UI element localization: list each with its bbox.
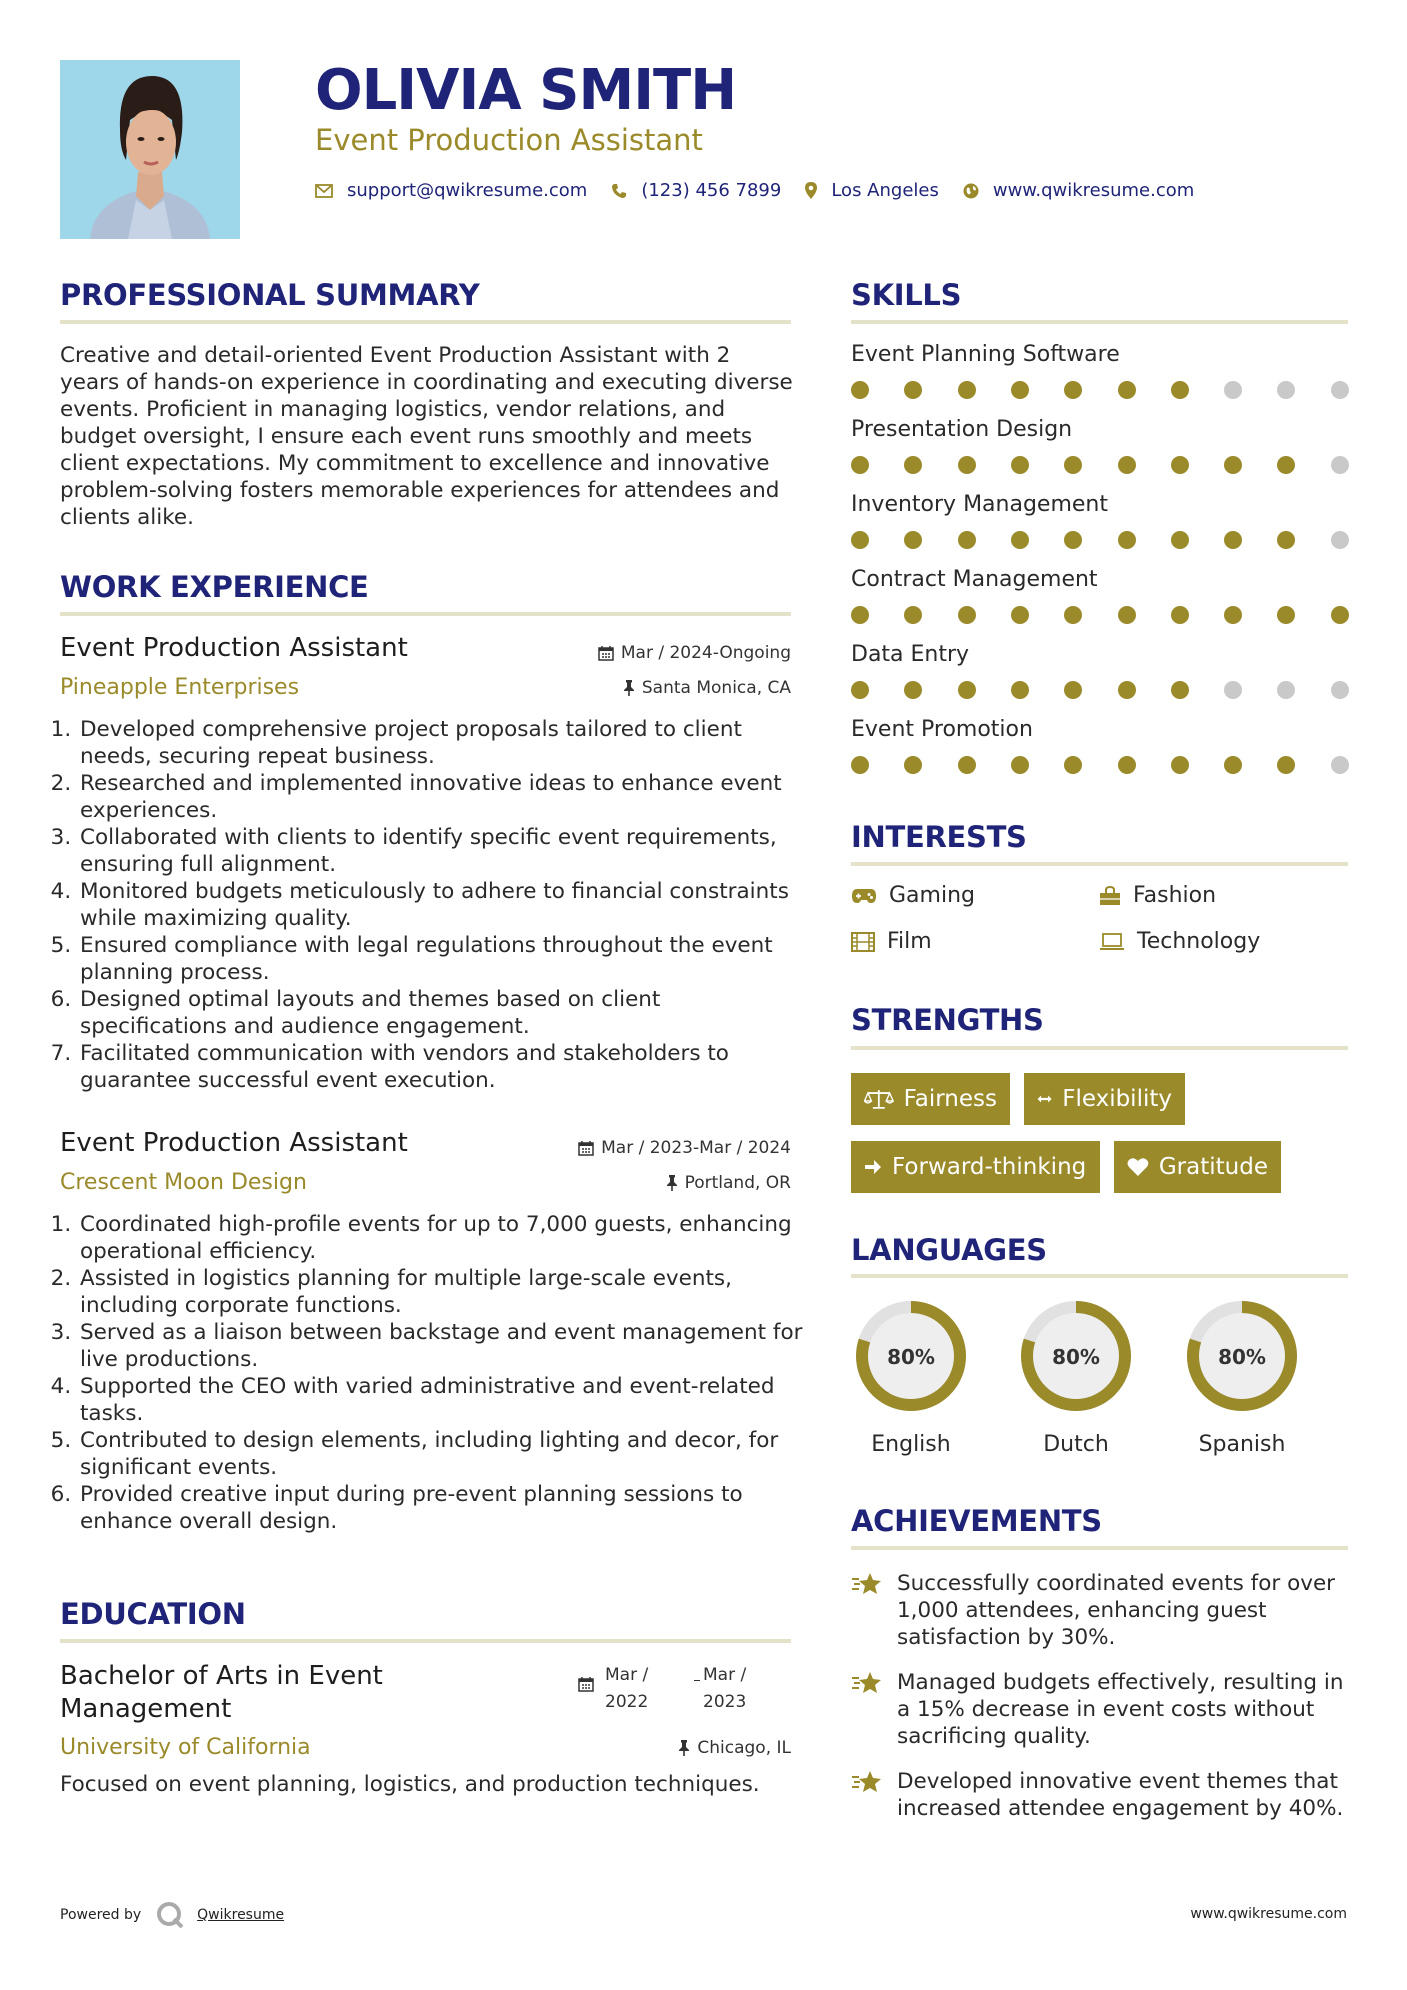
languages-rule [851,1274,1348,1278]
contact-location: Los Angeles [831,180,939,201]
achievement-item [851,1669,1361,1750]
date-separator [694,1680,700,1681]
rating-dot [1064,681,1082,699]
summary-text: Creative and detail-oriented Event Production Assistant with 2 years of hands-on experience in coordinating and executing diverse events. Proficient in managing logistics, vendor relations, and budget oversight, I ensure each event runs smoothly and meets client expectations. My commitment to excellence and innovative problem-solving fosters memorable experiences for attendees and clients alike. [60,343,793,530]
rating-dot [1118,456,1136,474]
arrows-horizontal-icon [1037,1092,1052,1106]
summary-heading: PROFESSIONAL SUMMARY [60,278,480,312]
language-gauge-2 [1172,1294,1312,1428]
education-start [605,1662,648,1716]
rating-dot [851,456,869,474]
list-item: 5. Ensured compliance with legal regulations throughout the event planning process. [78,932,803,986]
language-percent: 80% [887,1345,935,1369]
achievements-heading: ACHIEVEMENTS [851,1504,1102,1538]
rating-dot [1331,381,1349,399]
strength-flexibility [1024,1073,1185,1125]
rating-dot [1011,756,1029,774]
rating-dot [1331,756,1349,774]
skill-rating-4 [851,681,1351,701]
education-end-month: Mar / [703,1665,747,1685]
interest-label: Technology [1137,929,1261,954]
list-item: 4. Monitored budgets meticulously to adhere to financial constraints while maximizing quality. [78,878,803,932]
rating-dot [1011,606,1029,624]
footer-website[interactable]: www.qwikresume.com [1190,1906,1347,1922]
contact-email[interactable]: support@qwikresume.com [347,180,588,201]
skill-rating-0 [851,381,1351,401]
interest-film [851,929,932,954]
list-item: 4. Supported the CEO with varied administrative and event-related tasks. [78,1373,803,1427]
skill-rating-3 [851,606,1351,626]
job-1-location [623,678,791,698]
interests-rule [851,862,1348,866]
strengths-heading: STRENGTHS [851,1003,1044,1037]
achievement-text: Managed budgets effectively, resulting in a 15% decrease in event costs without sacrificing quality. [897,1670,1344,1749]
pin-icon [666,1175,678,1191]
list-item: 1. Coordinated high-profile events for up to 7,000 guests, enhancing operational efficiency. [78,1211,803,1265]
candidate-name: OLIVIA SMITH [315,58,737,123]
skill-name-5: Event Promotion [851,717,1033,742]
rating-dot [904,531,922,549]
heart-icon [1127,1157,1149,1177]
rating-dot [1277,381,1295,399]
contact-phone[interactable]: (123) 456 7899 [641,180,782,201]
achievement-text: Developed innovative event themes that increased attendee engagement by 40%. [897,1769,1344,1821]
skill-rating-2 [851,531,1351,551]
list-item: 3. Served as a liaison between backstage and event management for live productions. [78,1319,803,1373]
education-end [703,1662,746,1716]
rating-dot [1277,756,1295,774]
languages-heading: LANGUAGES [851,1233,1047,1267]
star-icon [851,1572,883,1596]
skill-rating-1 [851,456,1351,476]
education-start-month: Mar / [605,1665,649,1685]
rating-dot [904,606,922,624]
footer-brand-link[interactable]: Qwikresume [197,1907,285,1923]
achievements-rule [851,1546,1348,1550]
education-end-year: 2023 [703,1692,747,1712]
education-location-text: Chicago, IL [697,1738,791,1758]
job-1-location-text: Santa Monica, CA [641,678,791,698]
job-2-location-text: Portland, OR [684,1173,791,1193]
globe-icon [963,183,979,199]
list-item: 6. Designed optimal layouts and themes based on client specifications and audience engagement. [78,986,803,1040]
education-location [678,1738,791,1758]
rating-dot [1224,531,1242,549]
phone-icon [611,183,627,199]
degree-title: Bachelor of Arts in Event Management [60,1661,383,1724]
rating-dot [1064,456,1082,474]
balance-scale-icon [864,1088,894,1110]
interests-heading: INTERESTS [851,820,1027,854]
strength-label: Fairness [903,1086,997,1112]
star-icon [851,1770,883,1794]
achievement-text: Successfully coordinated events for over 1,000 attendees, enhancing guest satisfaction by 30%. [897,1571,1336,1650]
language-name: English [871,1432,951,1457]
rating-dot [958,456,976,474]
rating-dot [1118,756,1136,774]
job-2-company: Crescent Moon Design [60,1170,307,1195]
rating-dot [1277,606,1295,624]
list-item: 3. Collaborated with clients to identify specific event requirements, ensuring full alignment. [78,824,803,878]
education-heading: EDUCATION [60,1597,246,1631]
contact-website[interactable]: www.qwikresume.com [992,180,1195,201]
interest-gaming [851,883,975,908]
skills-heading: SKILLS [851,278,962,312]
strength-label: Gratitude [1158,1154,1268,1180]
rating-dot [1118,681,1136,699]
experience-heading: WORK EXPERIENCE [60,570,369,604]
rating-dot [1331,531,1349,549]
language-name: Spanish [1198,1432,1286,1457]
rating-dot [1224,681,1242,699]
rating-dot [1171,606,1189,624]
job-2-bullets [60,1211,803,1535]
skills-rule [851,320,1348,324]
list-item: 2. Assisted in logistics planning for multiple large-scale events, including corporate functions. [78,1265,803,1319]
job-2-location [666,1173,791,1193]
rating-dot [1064,381,1082,399]
rating-dot [1011,456,1029,474]
education-rule [60,1639,791,1643]
rating-dot [1064,606,1082,624]
rating-dot [851,381,869,399]
strength-label: Forward-thinking [892,1154,1087,1180]
language-gauge-0 [841,1294,981,1428]
list-item: 1. Developed comprehensive project proposals tailored to client needs, securing repeat business. [78,716,803,770]
rating-dot [958,681,976,699]
interest-label: Film [887,929,932,954]
pin-icon [623,680,635,696]
job-1-dates [598,643,791,663]
rating-dot [904,381,922,399]
rating-dot [1011,531,1029,549]
rating-dot [1118,531,1136,549]
school-name: University of California [60,1735,311,1760]
profile-photo [60,60,240,239]
candidate-title: Event Production Assistant [315,123,703,157]
list-item: 6. Provided creative input during pre-event planning sessions to enhance overall design. [78,1481,803,1535]
interest-label: Gaming [889,883,975,908]
rating-dot [851,531,869,549]
arrow-right-icon [864,1158,882,1176]
gamepad-icon [851,888,877,904]
rating-dot [1224,381,1242,399]
strength-gratitude [1114,1141,1281,1193]
rating-dot [1011,381,1029,399]
rating-dot [904,681,922,699]
strength-fairness [851,1073,1010,1125]
envelope-icon [315,184,333,198]
rating-dot [1171,756,1189,774]
rating-dot [851,606,869,624]
rating-dot [1171,531,1189,549]
calendar-icon [578,1676,594,1696]
rating-dot [958,606,976,624]
pin-icon [678,1740,690,1756]
rating-dot [851,681,869,699]
rating-dot [958,756,976,774]
rating-dot [1331,681,1349,699]
rating-dot [958,531,976,549]
skill-name-2: Inventory Management [851,492,1108,517]
rating-dot [1064,756,1082,774]
language-gauge-1 [1006,1294,1146,1428]
interest-fashion [1099,883,1216,908]
rating-dot [1171,681,1189,699]
footer-powered-by [60,1900,284,1930]
skill-name-1: Presentation Design [851,417,1073,442]
skill-name-3: Contract Management [851,567,1098,592]
rating-dot [1277,531,1295,549]
language-percent: 80% [1052,1345,1100,1369]
rating-dot [1171,456,1189,474]
job-1-bullets [60,716,803,1094]
laptop-icon [1099,933,1125,951]
calendar-icon [598,645,614,661]
shopping-bag-icon [1099,886,1121,906]
rating-dot [1224,756,1242,774]
rating-dot [1118,606,1136,624]
interest-technology [1099,929,1260,954]
skill-name-4: Data Entry [851,642,970,667]
contact-bar [315,180,1218,201]
skill-rating-5 [851,756,1351,776]
rating-dot [1331,606,1349,624]
rating-dot [904,456,922,474]
rating-dot [851,756,869,774]
summary-rule [60,320,791,324]
job-2-dates-text: Mar / 2023-Mar / 2024 [601,1138,791,1158]
rating-dot [1224,456,1242,474]
rating-dot [1277,456,1295,474]
interest-label: Fashion [1133,883,1217,908]
rating-dot [1277,681,1295,699]
rating-dot [1171,381,1189,399]
qwikresume-logo-icon [155,1900,185,1930]
job-1-title: Event Production Assistant [60,633,408,663]
skill-name-0: Event Planning Software [851,342,1120,367]
achievement-item [851,1570,1361,1651]
list-item: 2. Researched and implemented innovative ideas to enhance event experiences. [78,770,803,824]
powered-by-label: Powered by [60,1907,142,1923]
rating-dot [1064,531,1082,549]
language-percent: 80% [1218,1345,1266,1369]
rating-dot [1118,381,1136,399]
calendar-icon [578,1140,594,1156]
rating-dot [1011,681,1029,699]
strength-forward-thinking [851,1141,1100,1193]
film-icon [851,932,875,952]
job-2-title: Event Production Assistant [60,1128,408,1158]
strength-label: Flexibility [1062,1086,1172,1112]
experience-rule [60,612,791,616]
achievement-item [851,1768,1361,1822]
star-icon [851,1671,883,1695]
language-name: Dutch [1043,1432,1109,1457]
rating-dot [904,756,922,774]
rating-dot [1331,456,1349,474]
rating-dot [1224,606,1242,624]
education-description: Focused on event planning, logistics, and production techniques. [60,1772,760,1797]
job-2-dates [578,1138,791,1158]
rating-dot [958,381,976,399]
job-1-company: Pineapple Enterprises [60,675,300,700]
job-1-dates-text: Mar / 2024-Ongoing [620,643,791,663]
list-item: 7. Facilitated communication with vendors and stakeholders to guarantee successful event execution. [78,1040,803,1094]
list-item: 5. Contributed to design elements, including lighting and decor, for significant events. [78,1427,803,1481]
education-start-year: 2022 [605,1692,649,1712]
map-marker-icon [805,182,817,199]
strengths-rule [851,1046,1348,1050]
